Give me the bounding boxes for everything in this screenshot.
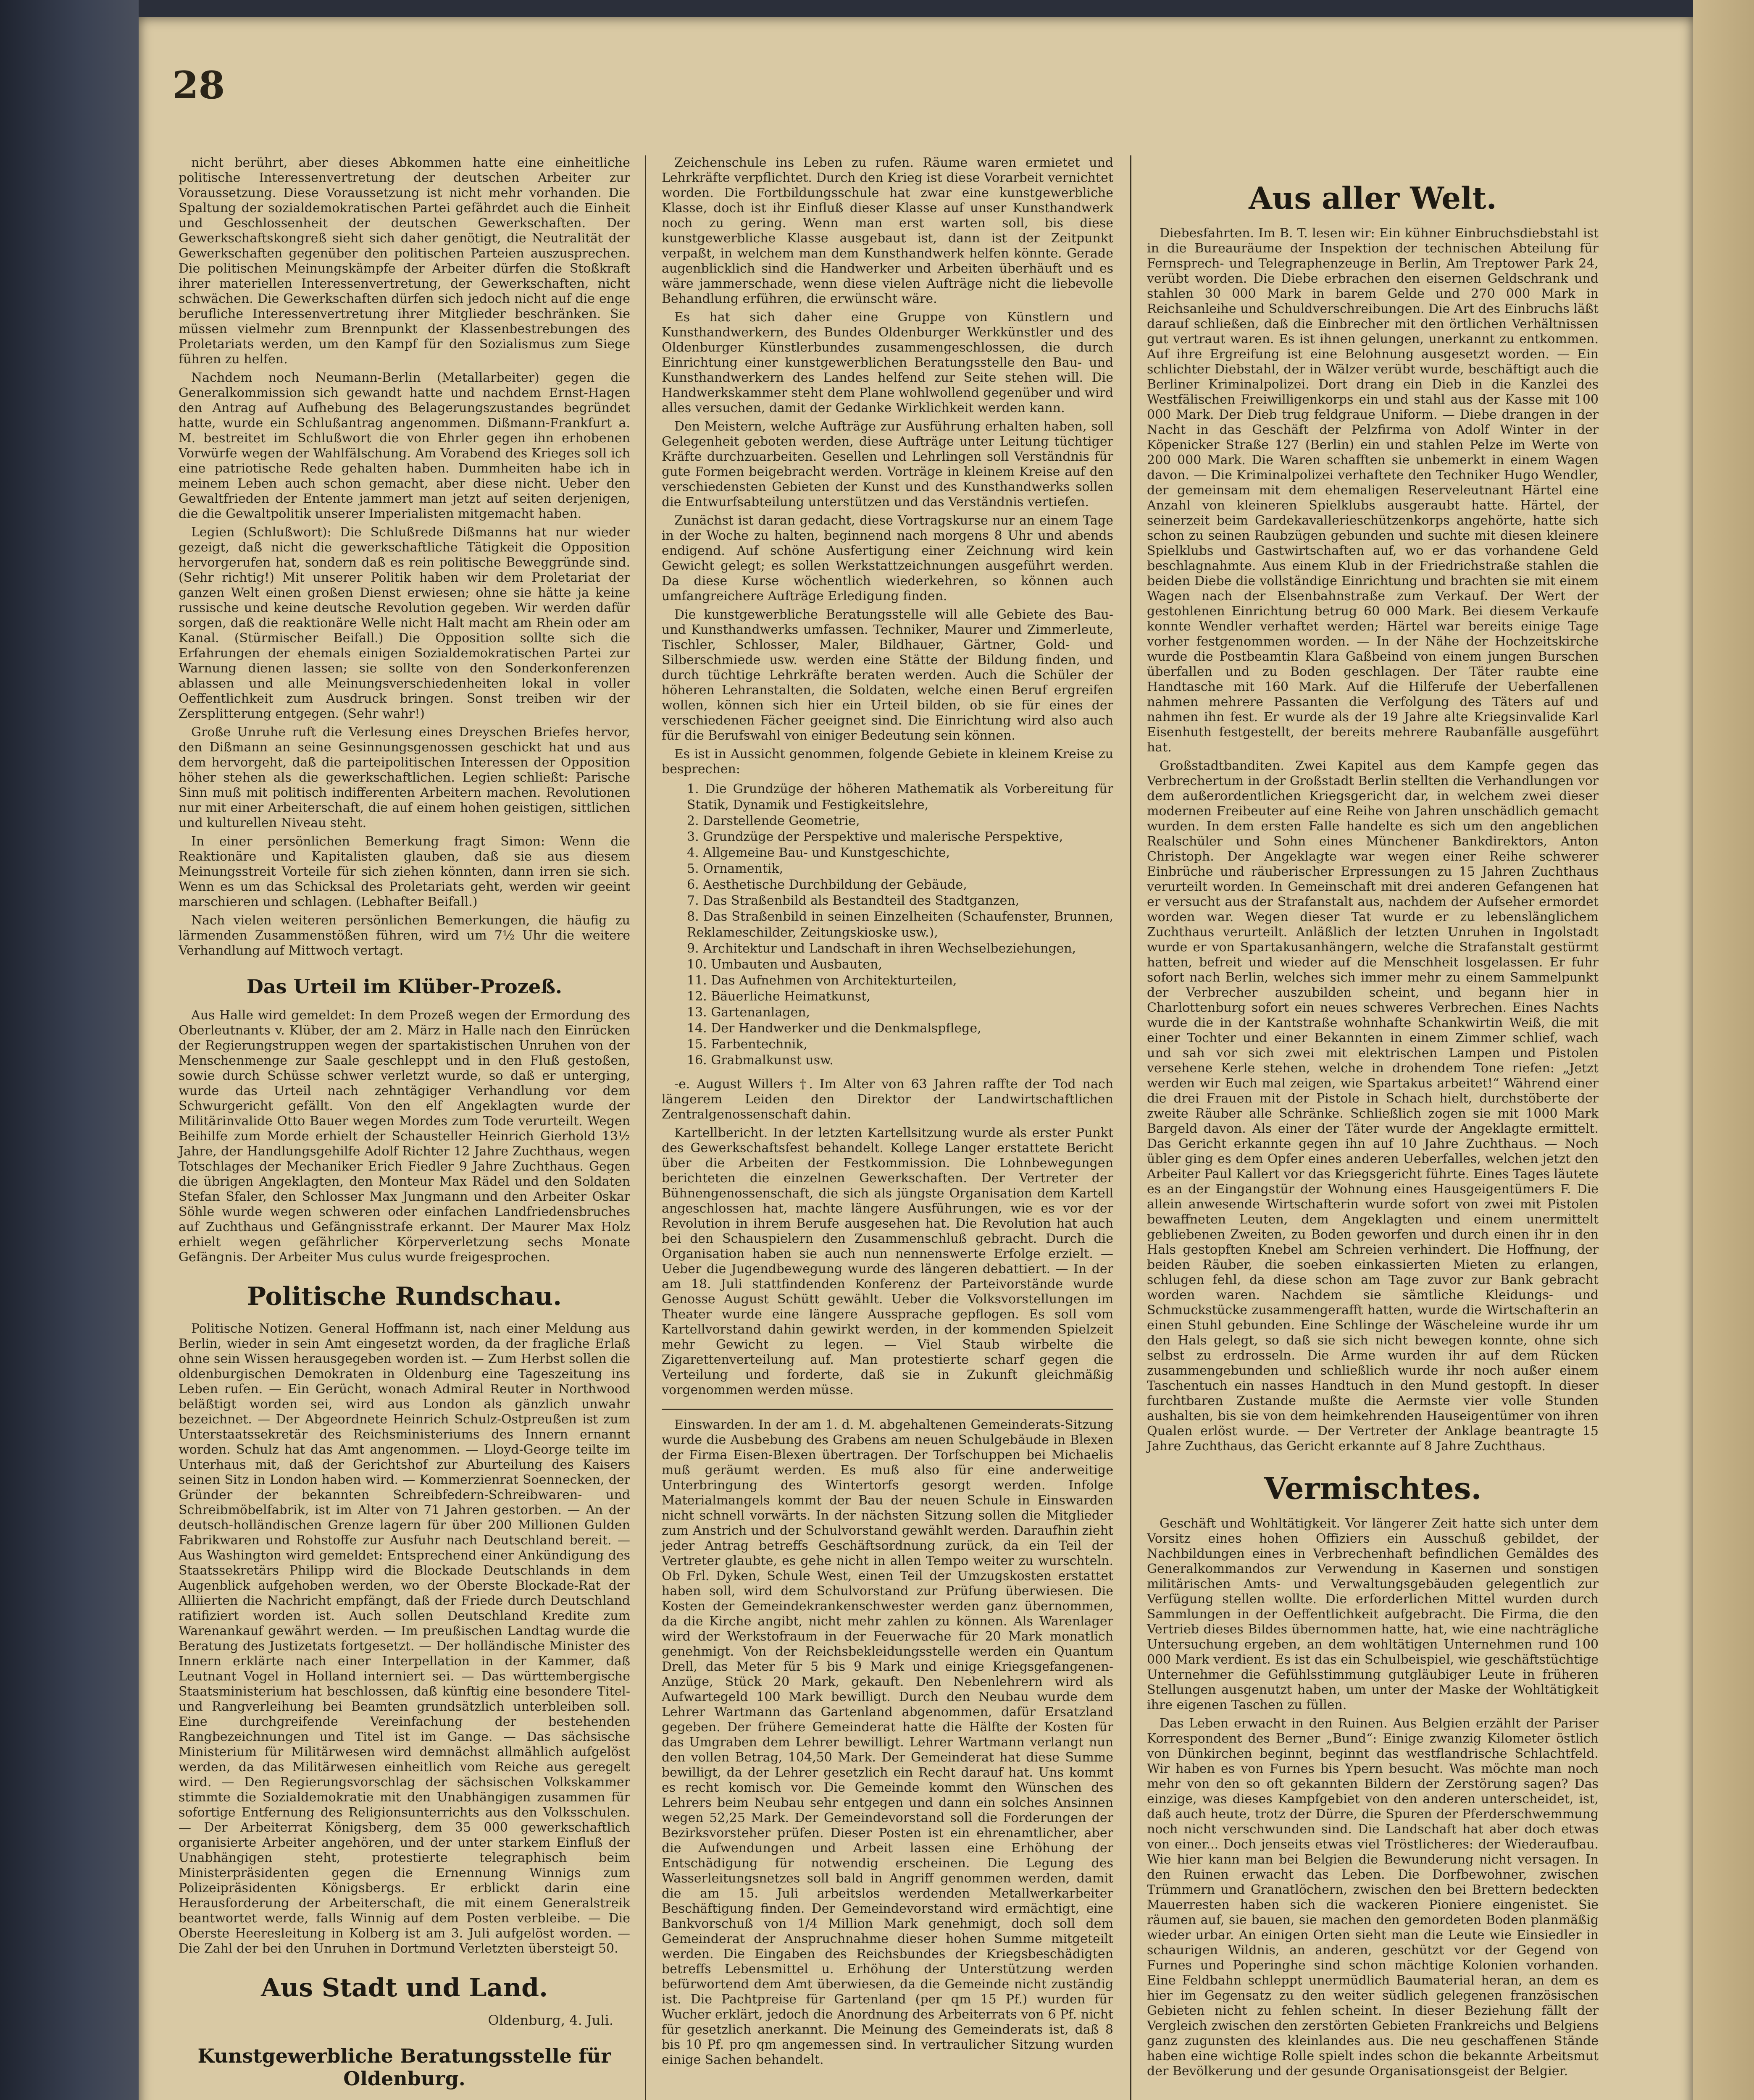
paragraph: nicht berührt, aber dieses Abkommen hatte eine einheitliche politische Interessenvertretung der deutschen Arbeiter zur Voraussetzung. Diese Voraussetzung ist nicht mehr vorhanden. Die Spaltung der sozialdemokratischen Partei gefährdet auch die Einheit und Geschlossenheit der deutschen Gewerkschaften. Der Gewerkschaftskongreß sieht sich daher genötigt, die Neutralität der Gewerkschaften gegenüber den politischen Parteien auszusprechen. Die politischen Meinungskämpfe der Arbeiter dürfen die Stoßkraft ihrer materiellen Interessenvertretung, der Gewerkschaften, nicht schwächen. Die Gewerkschaften dürfen sich jedoch nicht auf die enge berufliche Interessenvertretung ihrer Mitglieder beschränken. Sie müssen vielmehr zum Brennpunkt der Klassenbestrebungen des Proletariats werden, um den Kampf für den Sozialismus zum Siege führen zu helfen. xyxy=(179,155,630,367)
paragraph: Kartellbericht. In der letzten Kartellsitzung wurde als erster Punkt des Gewerkschaftsfest behandelt. Kollege Langer erstattete Bericht über die Arbeiten der Festkommission. Die Lohnbewegungen berichteten die einzelnen Gewerkschaften. Der Vertreter der Bühnengenossenschaft, die sich als jüngste Organisation dem Kartell angeschlossen hat, machte längere Ausführungen, wie es vor der Revolution in ihrem Berufe ausgesehen hat. Die Revolution hat auch bei den Schauspielern den Zusammenschluß gebracht. Durch die Organisation haben sie auch nun nennenswerte Erfolge erzielt. — Ueber die Jugendbewegung wurde des längeren debattiert. — In der am 18. Juli stattfindenden Konferenz der Parteivorstände wurde Genosse August Schütt gewählt. Ueber die Volksvorstellungen im Theater wurde eine längere Aussprache gepflogen. Es soll vom Kartellvorstand dahin gewirkt werden, in der kommenden Spielzeit mehr Gewicht zu legen. — Viel Staub wirbelte die Zigarettenverteilung auf. Man protestierte scharf gegen die Verteilung und forderte, daß sie in Zukunft gleichmäßig vorgenommen werden müsse. xyxy=(662,1126,1113,1397)
paragraph: Geschäft und Wohltätigkeit. Vor längerer Zeit hatte sich unter dem Vorsitz eines hohen Offiziers ein Ausschuß gebildet, der Nachbildungen eines in Verbrechenhaft befindlichen Gemäldes des Generalkommandos zur Verwendung in Kasernen und sonstigen militärischen Amts- und Verwaltungsgebäuden gelegentlich zur Verfügung stellen wollte. Die erforderlichen Mittel wurden durch Sammlungen in der Oeffentlichkeit aufgebracht. Die Firma, die den Vertrieb dieses Bildes übernommen hatte, hat, wie eine nachträgliche Untersuchung ergeben, an dem wohltätigen Unternehmen rund 100 000 Mark verdient. Es ist das ein Schulbeispiel, wie geschäftstüchtige Unternehmer die Gefühlsstimmung gutgläubiger Leute in früheren Stellungen ausgenutzt haben, um unter der Maske der Wohltätigkeit ihre eigenen Taschen zu füllen. xyxy=(1147,1516,1599,1712)
paragraph: Großstadtbanditen. Zwei Kapitel aus dem Kampfe gegen das Verbrechertum in der Großstadt Berlin stellten die Verhandlungen vor dem außerordentlichen Kriegsgericht dar, in welchem zwei dieser modernen Freibeuter auf eine Reihe von Jahren unschädlich gemacht wurden. In dem ersten Falle handelte es sich um den angeblichen Realschüler und Sohn eines Münchener Bankdirektors, Anton Christoph. Der Angeklagte war wegen einer Reihe schwerer Einbrüche und räuberischer Erpressungen zu 15 Jahren Zuchthaus verurteilt worden. In Gemeinschaft mit drei anderen Gefangenen hat er versucht aus der Strafanstalt aus, nachdem der Aufseher ermordet worden war. Wegen dieser Tat wurde er zu lebenslänglichem Zuchthaus verurteilt. Anläßlich der letzten Unruhen in Ingolstadt wurde er von Spartakusanhängern, welche die Strafanstalt gestürmt hatten, befreit und wieder auf die Menschheit losgelassen. Er fuhr sofort nach Berlin, welches sich immer mehr zu einem Sammelpunkt der Verbrecher auszubilden scheint, und begann hier in Charlottenburg sofort ein neues schweres Verbrechen. Eines Nachts wurde die in der Kantstraße wohnhafte Schankwirtin Weiß, die mit einer Tochter und einer Bekannten in einem Zimmer schlief, wach und sah vor sich zwei mit elektrischen Lampen und Pistolen versehene Kerle stehen, welche in drohendem Tone riefen: „Jetzt werden wir Euch mal zeigen, wie Spartakus arbeitet!“ Während einer die drei Frauen mit der Pistole in Schach hielt, durchstöberte der zweite Räuber alle Schränke. Schließlich zogen sie mit 1000 Mark Bargeld davon. Als einer der Täter wurde der Angeklagte ermittelt. Das Gericht erkannte gegen ihn auf 10 Jahre Zuchthaus. — Noch übler ging es dem Opfer eines anderen Ueberfalles, welchen jetzt den Arbeiter Paul Kallert vor das Kriegsgericht führte. Eines Tages läutete es an der Eingangstür der Wohnung eines Hausgeigentümers F. Die allein anwesende Wirtschafterin wurde sofort von zwei mit Pistolen bewaffneten Leuten, dem Angeklagten und einem unermittelt gebliebenen Zweiten, zu Boden geworfen und durch einen ihr in den Hals gestopften Knebel am Schreien verhindert. Die Hoffnung, der beiden Räuber, die soeben einkassierten Mieten zu erlangen, schlugen fehl, da diese schon am Tage zuvor zur Bank gebracht worden waren. Nachdem sie sämtliche Kleidungs- und Schmuckstücke zusammengerafft hatten, wurde die Wirtschafterin an einen Stuhl gebunden. Eine Schlinge der Wäscheleine wurde ihr um den Hals gelegt, so daß sie sich nicht bewegen konnte, ohne sich selbst zu erdrosseln. Die Arme wurden ihr auf dem Rücken zusammengebunden und schließlich wurde ihr noch außer einem Taschentuch ein nasses Handtuch in den Mund gestopft. In dieser furchtbaren Zustande mußte die Aermste vier volle Stunden aushalten, bis sie von dem heimkehrenden Hauseigentümer von ihren Qualen erlöst wurde. — Der Vertreter der Anklage beantragte 15 Jahre Zuchthaus, das Gericht erkannte auf 8 Jahre Zuchthaus. xyxy=(1147,759,1599,1454)
paragraph: Nachdem noch Neumann-Berlin (Metallarbeiter) gegen die Generalkommission sich gewandt hatte und nachdem Ernst-Hagen den Antrag auf Aufhebung des Belagerungszustandes begründet hatte, wurde ein Schlußantrag angenommen. Dißmann-Frankfurt a. M. bestreitet im Schlußwort die von Ehrler gegen ihn erhobenen Vorwürfe wegen der Wahlfälschung. Am Vorabend des Krieges soll ich eine patriotische Rede gehalten haben. Dummheiten habe ich in meinem Leben auch schon gemacht, aber diese nicht. Ueber den Gewaltfrieden der Entente jammert man jetzt auf seiten derjenigen, die die Gewaltpolitik unserer Imperialisten mitgemacht haben. xyxy=(179,370,630,521)
list-item: 2. Darstellende Geometrie, xyxy=(687,814,860,828)
list-item: 5. Ornamentik, xyxy=(687,861,784,876)
page-number: 28 xyxy=(172,63,225,108)
list-item: 15. Farbentechnik, xyxy=(687,1037,808,1052)
dateline: Oldenburg, 4. Juli. xyxy=(488,2012,613,2028)
paragraph: Zunächst ist daran gedacht, diese Vortragskurse nur an einem Tage in der Woche zu halten, beginnend nach morgens 8 Uhr und abends endigend. Auf schöne Ausfertigung einer Zeichnung wird kein Gewicht gelegt; es sollen Werkstattzeichnungen ausgeführt werden. Da diese Kurse wöchentlich wiederkehren, so können auch umfangreichere Aufträge Erledigung finden. xyxy=(662,513,1113,604)
headline-politische-rundschau: Politische Rundschau. xyxy=(247,1282,562,1311)
list-item: 10. Umbauten und Ausbauten, xyxy=(687,957,882,972)
list-item: 13. Gartenanlagen, xyxy=(687,1005,810,1020)
column-3 xyxy=(1147,164,1599,2082)
list-item: 3. Grundzüge der Perspektive und malerische Perspektive, xyxy=(687,830,1063,844)
list-item: 11. Das Aufnehmen von Architekturteilen, xyxy=(687,973,957,988)
paragraph: Den Meistern, welche Aufträge zur Ausführung erhalten haben, soll Gelegenheit geboten werden, diese Aufträge unter Leitung tüchtiger Kräfte durchzuarbeiten. Gesellen und Lehrlingen soll Verständnis für gute Formen beigebracht werden. Vorträge in kleinem Kreise auf den verschiedensten Gebieten der Kunst und des Kunsthandwerks sollen die Entwurfsabteilung unterstützen und das Verständnis vertiefen. xyxy=(662,419,1113,509)
paragraph: Aus Halle wird gemeldet: In dem Prozeß wegen der Ermordung des Oberleutnants v. Klüber, der am 2. März in Halle nach den Einrücken der Regierungstruppen wegen der spartakistischen Unruhen von der Menschenmenge zur Saale geschleppt und in den Fluß gestoßen, sowie durch Schüsse schwer verletzt wurde, so daß er unterging, wurde das Urteil nach zehntägiger Verhandlung vor dem Schwurgericht gefällt. Von den elf Angeklagten wurde der Militärinvalide Otto Bauer wegen Mordes zum Tode verurteilt. Wegen Beihilfe zum Morde erhielt der Schausteller Heinrich Gierhold 13½ Jahre, der Handlungsgehilfe Adolf Richter 12 Jahre Zuchthaus, wegen Totschlages der Mechaniker Erich Fiedler 9 Jahre Zuchthaus. Gegen die übrigen Angeklagten, den Monteur Max Rädel und den Soldaten Stefan Sfaler, den Schlosser Max Jungmann und den Arbeiter Oskar Söhle wurde wegen schweren oder einfachen Landfriedensbruches auf Zuchthaus und Gefängnisstrafe erkannt. Der Maurer Max Holz erhielt wegen gefährlicher Körperverletzung sechs Monate Gefängnis. Der Arbeiter Mus culus wurde freigesprochen. xyxy=(179,1008,630,1265)
paragraph: Die kunstgewerbliche Beratungsstelle will alle Gebiete des Bau- und Kunsthandwerks umfassen. Techniker, Maurer und Zimmerleute, Tischler, Schlosser, Maler, Bildhauer, Gärtner, Gold- und Silberschmiede usw. werden eine Stätte der Bildung finden, und durch tüchtige Lehrkräfte beraten werden. Auch die Schüler der höheren Lehranstalten, die Soldaten, welche einen Beruf ergreifen wollen, können sich hier ein Urteil bilden, ob sie für eines der verschiedenen Fächer geeignet sind. Die Einrichtung wird also auch für die Berufswahl von einiger Bedeutung sein können. xyxy=(662,607,1113,743)
list-item: 4. Allgemeine Bau- und Kunstgeschichte, xyxy=(687,845,950,860)
paragraph: In einer persönlichen Bemerkung fragt Simon: Wenn die Reaktionäre und Kapitalisten glauben, daß sie aus diesem Meinungsstreit Vorteile für sich ziehen könnten, dann irren sie sich. Wenn es um das Schicksal des Proletariats geht, werden wir geeint marschieren und schlagen. (Lebhafter Beifall.) xyxy=(179,834,630,909)
list-item: 6. Aesthetische Durchbildung der Gebäude, xyxy=(687,877,967,892)
paragraph: Große Unruhe ruft die Verlesung eines Dreyschen Briefes hervor, den Dißmann an seine Gesinnungsgenossen geschickt hat und aus dem hervorgeht, daß die parteipolitischen Interessen der Opposition höher stehen als die gewerkschaftlichen. Legien schließt: Parische Sinn muß mit politisch indifferenten Arbeitern machen. Revolutionen nur mit einer Arbeiterschaft, die auf einem hohen geistigen, sittlichen und kulturellen Niveau steht. xyxy=(179,725,630,830)
newspaper-page xyxy=(139,17,1693,2100)
list-item: 12. Bäuerliche Heimatkunst, xyxy=(687,989,870,1004)
column-rule xyxy=(645,155,646,2100)
column-1 xyxy=(179,155,630,2100)
list-item: 8. Das Straßenbild in seinen Einzelheiten (Schaufenster, Brunnen, Reklameschilder, Zeitungskioske usw.), xyxy=(687,909,1113,940)
paragraph: Politische Notizen. General Hoffmann ist, nach einer Meldung aus Berlin, wieder in sein Amt eingesetzt worden, da der fragliche Erlaß ohne sein Wissen herausgegeben worden ist. — Zum Herbst sollen die oldenburgischen Demokraten in Oldenburg eine Tageszeitung ins Leben rufen. — Ein Gerücht, wonach Admiral Reuter in Northwood beläßtigt worden sei, wird aus London als gänzlich unwahr bezeichnet. — Der Abgeordnete Heinrich Schulz-Ostpreußen ist zum Unterstaatssekretär des Reichsministeriums des Innern ernannt worden. Schulz hat das Amt angenommen. — Lloyd-George teilte im Unterhaus mit, daß der Gerichtshof zur Aburteilung des Kaisers seinen Sitz in London haben wird. — Kommerzienrat Soennecken, der Gründer der bekannten Schreibfedern-Schreibwaren- und Schreibmöbelfabrik, ist im Alter von 71 Jahren gestorben. — An der deutsch-holländischen Grenze lagern für über 200 Millionen Gulden Fabrikwaren und Rohstoffe zur Ausfuhr nach Deutschland bereit. — Aus Washington wird gemeldet: Entsprechend einer Ankündigung des Staatssekretärs Philipp wird die Blockade Deutschlands in dem Augenblick aufgehoben werden, wo der Oberste Blockade-Rat der Alliierten die Nachricht empfängt, daß der Friede durch Deutschland ratifiziert worden ist. Auch sollen Deutschland Kredite zum Warenankauf gewährt werden. — Im preußischen Landtag wurde die Beratung des Justizetats fortgesetzt. — Der holländische Minister des Innern erklärte nach einer Interpellation in der Kammer, daß Leutnant Vogel in Holland interniert sei. — Das württembergische Staatsministerium hat beschlossen, daß künftig eine besondere Titel- und Rangverleihung bei Beamten grundsätzlich unterbleiben soll. Eine durchgreifende Vereinfachung der bestehenden Rangbezeichnungen und Titel ist im Gange. — Das sächsische Ministerium für Militärwesen wird demnächst allmählich aufgelöst werden, da das Militärwesen einheitlich vom Reiche aus geregelt wird. — Den Regierungsvorschlag der sächsischen Volkskammer stimmte die Sozialdemokratie mit den Unabhängigen zusammen für sofortige Entfernung des Religionsunterrichts aus den Volksschulen. — Der Arbeiterrat Königsberg, dem 35 000 gewerkschaftlich organisierte Arbeiter angehören, und der unter starkem Einfluß der Unabhängigen steht, protestierte telegraphisch beim Ministerpräsidenten gegen die Ernennung Winnigs zum Polizeipräsidenten Königsbergs. Er erblickt darin eine Herausforderung der Arbeiterschaft, die mit einem Generalstreik beantwortet werde, falls Winnig auf dem Posten verbleibe. — Die Oberste Heeresleitung in Kolberg ist am 3. Juli aufgelöst worden. — Die Zahl der bei den Unruhen in Dortmund Verletzten übersteigt 50. xyxy=(179,1321,630,1956)
paragraph: Das Leben erwacht in den Ruinen. Aus Belgien erzählt der Pariser Korrespondent des Berner „Bund“: Einige zwanzig Kilometer östlich von Dünkirchen beginnt, beginnt das westflandrische Schlachtfeld. Wir haben es von Furnes bis Ypern besucht. Was möchte man noch mehr von den so oft gekannten Bildern der Zerstörung sagen? Das einzige, was dieses Kampfgebiet von den anderen unterscheidet, ist, daß auch heute, trotz der Dürre, die Spuren der Pferderschwemmung noch nicht verschwunden sind. Die Landschaft hat aber doch etwas von einer... Doch jenseits etwas viel Tröstlicheres: der Wiederaufbau. Wie hier kann man bei Belgien die Bewunderung nicht versagen. In den Ruinen erwacht das Leben. Die Dorfbewohner, zwischen Trümmern und Granatlöchern, zwischen den bei Brettern bedeckten Mauerresten haben sich die wackeren Pioniere eingenistet. Sie räumen auf, sie bauen, sie machen den gemordeten Boden planmäßig wieder urbar. An einigen Orten sieht man die Leute wie Einsiedler in schaurigen Wildnis, an anderen, geschützt vor der Gegend von Furnes und Poperinghe sind schon mächtige Kolonien vorhanden. Eine Feldbahn schleppt unermüdlich Baumaterial heran, an dem es hier im Gegensatz zu den weiter südlich gelegenen französischen Gebieten nicht zu fehlen scheint. In dieser Beziehung fällt der Vergleich zwischen den zerstörten Gebieten Frankreichs und Belgiens ganz zugunsten des kleinlandes aus. Die neu geschaffenen Stände haben eine wichtige Rolle spielt indes schon die bekannte Arbeitsmut der Bevölkerung und der gesunde Organisationsgeist der Belgier. xyxy=(1147,1716,1599,2079)
paragraph: Es ist in Aussicht genommen, folgende Gebiete in kleinem Kreise zu besprechen: xyxy=(662,747,1113,777)
list-item: 14. Der Handwerker und die Denkmalspflege, xyxy=(687,1021,981,1036)
list-item: 16. Grabmalkunst usw. xyxy=(687,1053,834,1068)
paragraph: Es hat sich daher eine Gruppe von Künstlern und Kunsthandwerkern, des Bundes Oldenburger Werkkünstler und des Oldenburger Künstlerbundes zusammengeschlossen, die durch Einrichtung einer kunstgewerblichen Beratungsstelle den Bau- und Kunsthandwerkern des Landes helfend zur Seite stehen will. Die Handwerkskammer steht dem Plane wohlwollend gegenüber und wird alles versuchen, damit der Gedanke Wirklichkeit werden kann. xyxy=(662,310,1113,415)
headline-beratungsstelle: Kunstgewerbliche Beratungsstelle für Oldenburg. xyxy=(197,2045,611,2090)
topic-list xyxy=(687,781,1113,1068)
list-item: 7. Das Straßenbild als Bestandteil des Stadtganzen, xyxy=(687,893,1020,908)
list-item: 1. Die Grundzüge der höheren Mathematik als Vorbereitung für Statik, Dynamik und Festigkeitslehre, xyxy=(687,782,1113,812)
column-2 xyxy=(662,155,1113,2071)
paragraph: Diebesfahrten. Im B. T. lesen wir: Ein kühner Einbruchsdiebstahl ist in die Bureauräume der Inspektion der technischen Abteilung für Fernsprech- und Telegraphenzeuge in Berlin, Am Treptower Park 24, verübt worden. Die Diebe erbrachen den eisernen Geldschrank und stahlen 30 000 Mark in barem Gelde und 270 000 Mark in Reichsanleihe und Schuldverschreibungen. Die Art des Einbruchs läßt darauf schließen, daß die Einbrecher mit den örtlichen Verhältnissen gut vertraut waren. Es ist ihnen gelungen, unerkannt zu entkommen. Auf ihre Ergreifung ist eine Belohnung ausgesetzt worden. — Ein schlichter Diebstahl, der in Wälzer verübt wurde, beschäftigt auch die Berliner Kriminalpolizei. Dort drang ein Dieb in die Kanzlei des Westfälischen Freiwilligenkorps ein und stahl aus der Kasse mit 100 000 Mark. Der Dieb trug feldgraue Uniform. — Diebe drangen in der Nacht in das Geschäft der Pelzfirma von Adolf Winter in der Köpenicker Straße 127 (Berlin) ein und stahlen Pelze im Werte von 200 000 Mark. Die Waren schafften sie unbemerkt in einem Wagen davon. — Die Kriminalpolizei verhaftete den Techniker Hugo Wendler, der gemeinsam mit dem ehemaligen Reserveleutnant Härtel eine Anzahl von kleineren Spielklubs ausgeraubt hatte. Härtel, der seinerzeit beim Gardekavallerieschützenkorps angehörte, hatte sich schon zu seinen Raubzügen gebunden und suchte mit diesen kleinere Spielklubs und Gastwirtschaften auf, wo er das vorhandene Geld beschlagnahmte. Aus einem Klub in der Friedrichstraße stahlen die beiden Diebe die vollständige Einrichtung und brachten sie mit einem Wagen nach der Elsenbahnstraße zum Verkauf. Der Wert der gestohlenen Einrichtung betrug 60 000 Mark. Bei diesem Verkaufe konnte Wendler verhaftet werden; Härtel war bereits einige Tage vorher festgenommen worden. — In der Nähe der Hochzeitskirche wurde die Postbeamtin Klara Gaßbeind von einem jungen Burschen überfallen und zu Boden geschlagen. Der Täter raubte eine Handtasche mit 160 Mark. Auf die Hilferufe der Ueberfallenen nahmen mehrere Passanten die Verfolgung des Täters auf und nahmen ihn fest. Er wurde als der 19 Jahre alte Kriegsinvalide Karl Eisenhuth festgestellt, der bereits mehrere Raubanfälle ausgeführt hat. xyxy=(1147,226,1599,755)
headline-vermischtes: Vermischtes. xyxy=(1264,1470,1482,1506)
book-binding xyxy=(0,0,139,2100)
headline-aus-stadt-und-land: Aus Stadt und Land. xyxy=(261,1973,548,2003)
section-rule xyxy=(662,1409,1113,1410)
paragraph: Einswarden. In der am 1. d. M. abgehaltenen Gemeinderats-Sitzung wurde die Ausbebung des Grabens am neuen Schulgebäude in Blexen der Firma Eisen-Blexen übertragen. Der Torfschuppen bei Michaelis muß geräumt werden. Es muß also für eine anderweitige Unterbringung des Wintertorfs gesorgt werden. Infolge Materialmangels kommt der Bau der neuen Schule in Einswarden nicht schnell vorwärts. In der nächsten Sitzung sollen die Mitglieder zum Anstrich und der Schulvorstand gewählt werden. Daraufhin zieht jeder Antrag betreffs Geschäftsordnung zurück, da ein Teil der Vertreter glaubte, es gehe nicht in allen Tempo weiter zu wurschteln. Ob Frl. Dyken, Schule West, einen Teil der Umzugskosten erstattet haben soll, wird dem Schulvorstand zur Prüfung überwiesen. Die Kosten der Gemeindekrankenschwester werden ganz übernommen, da die Kirche angibt, nicht mehr zahlen zu können. Als Warenlager wird der Werkstofraum in der Feuerwache für 20 Mark monatlich genehmigt. Von der Reichsbekleidungsstelle werden ein Quantum Drell, das Meter für 5 bis 9 Mark und einige Kriegsgefangenen-Anzüge, Stück 20 Mark, gekauft. Den Nebenlehrern wird als Aufwartegeld 100 Mark bewilligt. Durch den Neubau wurde dem Lehrer Wartmann das Gartenland abgenommen, dafür Ersatzland gegeben. Der frühere Gemeinderat hatte die Hälfte der Kosten für das Umgraben dem Lehrer bewilligt. Lehrer Wartmann verlangt nun den vollen Betrag, 104,50 Mark. Der Gemeinderat hat diese Summe bewilligt, da der Lehrer gesetzlich ein Recht darauf hat. Uns kommt es recht komisch vor. Die Gemeinde kommt den Wünschen des Lehrers beim Neubau sehr entgegen und dann ein solches Ansinnen wegen 52,25 Mark. Der Gemeindevorstand soll die Forderungen der Bezirksvorsteher prüfen. Dieser Posten ist ein ehrenamtlicher, aber die Aufwendungen und Arbeit lassen eine Erhöhung der Entschädigung für notwendig erscheinen. Die Legung des Wasserleitungsnetzes soll bald in Angriff genommen werden, damit die am 15. Juli arbeitslos werdenden Metallwerkarbeiter Beschäftigung finden. Der Gemeindevorstand wird ermächtigt, eine Bankvorschuß von 1/4 Million Mark genehmigt, doch soll dem Gemeinderat der Anspruchnahme dieser hohen Summe mitgeteilt werden. Die Eingaben des Reichsbundes der Kriegsbeschädigten betreffs Lebensmittel u. Erhöhung der Unterstützung werden befürwortend dem Amt überwiesen, da die Gemeinde nicht zuständig ist. Die Pachtpreise für Gartenland (per qm 15 Pf.) wurden für Wucher erklärt, jedoch die Anordnung des Arbeiterrats von 6 Pf. nicht für gesetzlich anerkannt. Die Meinung des Gemeinderats ist, daß 8 bis 10 Pf. pro qm angemessen sind. In vertraulicher Sitzung wurden einige Sachen behandelt. xyxy=(662,1418,1113,2067)
next-page-edge xyxy=(1693,0,1754,2100)
list-item: 9. Architektur und Landschaft in ihren Wechselbeziehungen, xyxy=(687,941,1076,956)
column-rule xyxy=(1130,155,1131,2100)
paragraph: Zeichenschule ins Leben zu rufen. Räume waren ermietet und Lehrkräfte verpflichtet. Durch den Krieg ist diese Vorarbeit vernichtet worden. Die Fortbildungsschule hat zwar eine kunstgewerbliche Klasse, doch ist ihr Einfluß dieser Klasse auf unser Kunsthandwerk noch zu gering. Wenn man erst warten soll, bis diese kunstgewerbliche Klasse ausgebaut ist, dann ist der Zeitpunkt verpaßt, in welchem man dem Kunsthandwerk helfen könnte. Gerade augenblicklich sind die Handwerker und Arbeiten überhäuft und es wäre jammerschade, wenn diese vielen Aufträge nicht die liebevolle Behandlung erführen, die erwünscht wäre. xyxy=(662,155,1113,306)
paragraph: -e. August Willers †. Im Alter von 63 Jahren raffte der Tod nach längerem Leiden den Direktor der Landwirtschaftlichen Zentralgenossenschaft dahin. xyxy=(662,1077,1113,1122)
paragraph: Legien (Schlußwort): Die Schlußrede Dißmanns hat nur wieder gezeigt, daß nicht die gewerkschaftliche Tätigkeit die Opposition hervorgerufen hat, sondern daß es rein politische Beweggründe sind. (Sehr richtig!) Mit unserer Politik haben wir dem Proletariat der ganzen Welt einen großen Dienst erwiesen; ohne sie hätte ja keine russische und keine deutsche Revolution gegeben. Wir werden dafür sorgen, daß die reaktionäre Welle nicht Halt macht am Rhein oder am Kanal. (Stürmischer Beifall.) Die Opposition sollte sich die Erfahrungen der ehemals einigen Sozialdemokratischen Partei zur Warnung dienen lassen; sie sollte von den Sonderkonferenzen ablassen und alle Meinungsverschiedenheiten lokal in voller Oeffentlichkeit zum Ausdruck bringen. Sonst treiben wir der Zersplitterung entgegen. (Sehr wahr!) xyxy=(179,525,630,721)
headline-aus-aller-welt: Aus aller Welt. xyxy=(1249,180,1497,216)
paragraph: Nach vielen weiteren persönlichen Bemerkungen, die häufig zu lärmenden Zusammenstößen führen, wird um 7½ Uhr die weitere Verhandlung auf Mittwoch vertagt. xyxy=(179,913,630,958)
headline-klueber-prozess: Das Urteil im Klüber-Prozeß. xyxy=(246,975,563,998)
